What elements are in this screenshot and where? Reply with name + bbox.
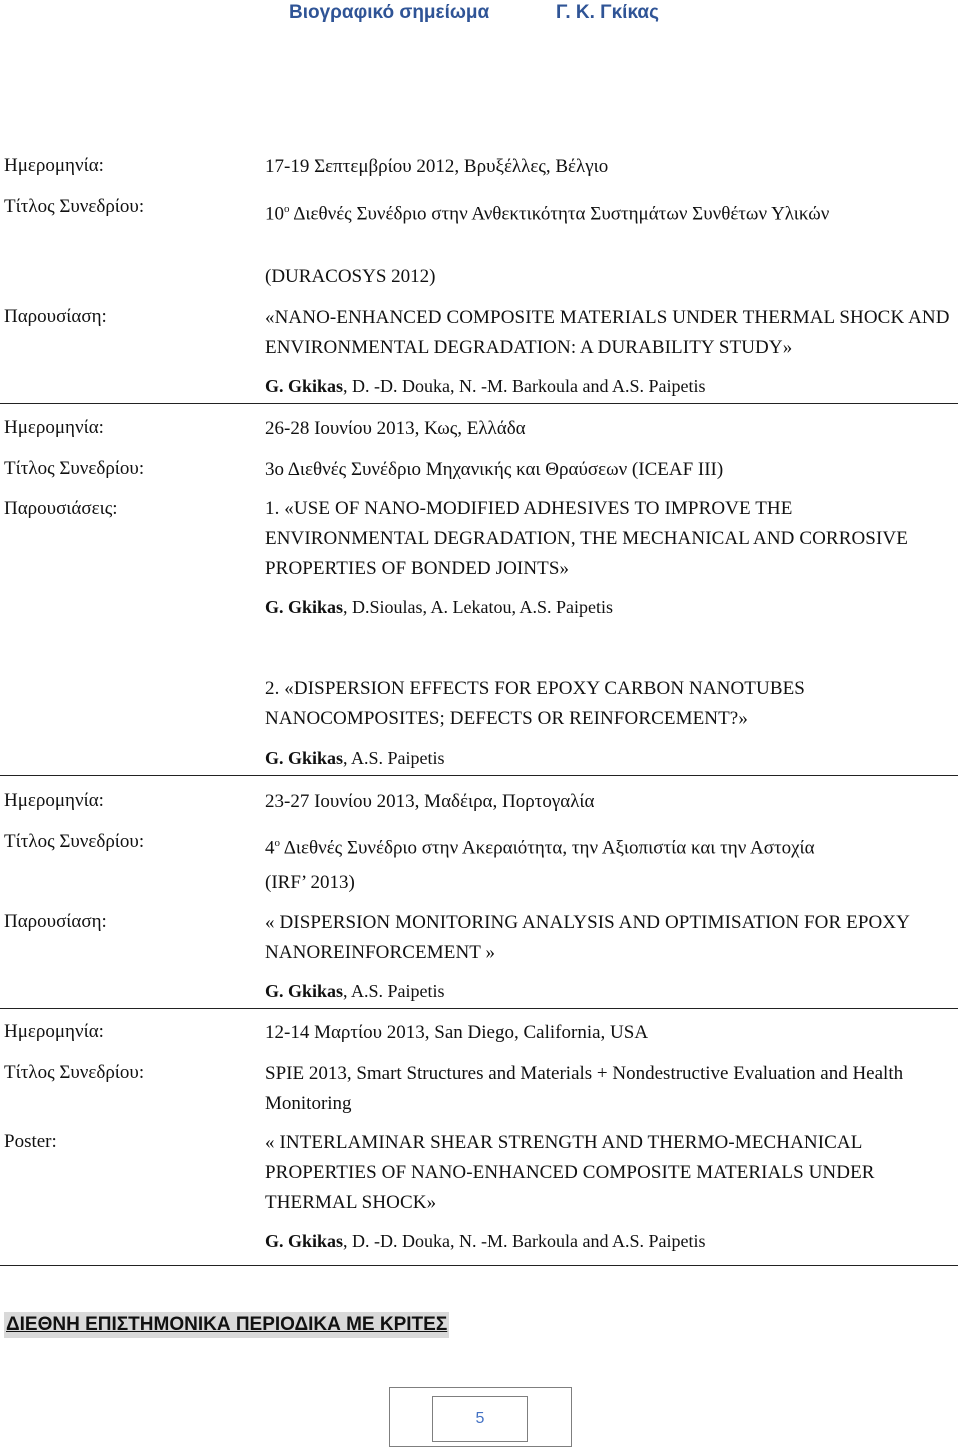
conference-title-label: Τίτλος Συνεδρίου: — [4, 1062, 145, 1083]
presentation-label: Παρουσίαση: — [4, 911, 107, 932]
page-header — [0, 0, 960, 30]
conference-title: $4^o$ Διεθνές Συνέδριο στην Ακεραιότητα, την Αξιοπιστία και την Αστοχία — [265, 837, 815, 859]
presentation-title: « INTERLAMINAR SHEAR STRENGTH AND THERMO-MECHANICAL PROPERTIES OF NANO-ENHANCED COMPOSITE MATERIALS UNDER THERMAL SHOCK» — [265, 1132, 875, 1213]
presentation-title: 1. «USE OF NANO-MODIFIED ADHESIVES TO IMPROVE THE ENVIRONMENTAL DEGRADATION, THE MECHANICAL AND CORROSIVE PROPERTIES OF BONDED JOINTS» — [265, 498, 908, 579]
conference-title-label: Τίτλος Συνεδρίου: — [4, 196, 145, 217]
presentation-title: «NANO-ENHANCED COMPOSITE MATERIALS UNDER THERMAL SHOCK AND ENVIRONMENTAL DEGRADATION: A DURABILITY STUDY» — [265, 307, 950, 358]
presentation-label: Παρουσιάσεις: — [4, 498, 118, 519]
presentation-authors: G. Gkikas, A.S. Paipetis — [265, 981, 445, 1001]
conference-title: 3ο Διεθνές Συνέδριο Μηχανικής και Θραύσεων (ICEAF III) — [265, 459, 724, 480]
conference-date: 26-28 Ιουνίου 2013, Κως, Ελλάδα — [265, 418, 526, 439]
divider — [0, 403, 958, 404]
conference-date: 12-14 Μαρτίου 2013, San Diego, California, USA — [265, 1022, 649, 1043]
presentation-label: Παρουσίαση: — [4, 306, 107, 327]
presentation-title: 2. «DISPERSION EFFECTS FOR EPOXY CARBON NANOTUBES NANOCOMPOSITES; DEFECTS OR REINFORCEMENT?» — [265, 678, 805, 729]
conference-title: $10^o$ Διεθνές Συνέδριο στην Ανθεκτικότητα Συστημάτων Συνθέτων Υλικών — [265, 203, 830, 225]
conference-title: SPIE 2013, Smart Structures and Materials + Nondestructive Evaluation and Health Monitoring — [265, 1063, 904, 1114]
presentation-authors: G. Gkikas, D. -D. Douka, N. -M. Barkoula and A.S. Paipetis — [265, 1231, 706, 1251]
conference-title-label: Τίτλος Συνεδρίου: — [4, 831, 145, 852]
page-number: 5 — [432, 1396, 528, 1442]
presentation-label: Poster: — [4, 1131, 57, 1152]
date-label: Ημερομηνία: — [4, 417, 104, 438]
date-label: Ημερομηνία: — [4, 1021, 104, 1042]
presentation-title: « DISPERSION MONITORING ANALYSIS AND OPTIMISATION FOR EPOXY NANOREINFORCEMENT » — [265, 912, 910, 963]
date-label: Ημερομηνία: — [4, 790, 104, 811]
conference-date: 23-27 Ιουνίου 2013, Μαδέιρα, Πορτογαλία — [265, 791, 595, 812]
document-title: Βιογραφικό σημείωμα — [289, 2, 490, 23]
date-label: Ημερομηνία: — [4, 155, 104, 176]
conference-acronym: (IRF’ 2013) — [265, 872, 355, 893]
conference-acronym: (DURACOSYS 2012) — [265, 266, 436, 287]
presentation-authors: G. Gkikas, A.S. Paipetis — [265, 748, 445, 768]
presentation-authors: G. Gkikas, D. -D. Douka, N. -M. Barkoula and A.S. Paipetis — [265, 376, 706, 396]
divider — [0, 1008, 958, 1009]
presentation-authors: G. Gkikas, D.Sioulas, A. Lekatou, A.S. Paipetis — [265, 597, 614, 617]
document-author: Γ. Κ. Γκίκας — [556, 2, 659, 23]
conference-date: 17-19 Σεπτεμβρίου 2012, Βρυξέλλες, Βέλγιο — [265, 156, 609, 177]
conference-title-label: Τίτλος Συνεδρίου: — [4, 458, 145, 479]
section-heading: ΔΙΕΘΝΗ ΕΠΙΣΤΗΜΟΝΙΚΑ ΠΕΡΙΟΔΙΚΑ ΜΕ ΚΡΙΤΕΣ — [4, 1312, 449, 1338]
divider — [0, 1265, 958, 1266]
divider — [0, 775, 958, 776]
